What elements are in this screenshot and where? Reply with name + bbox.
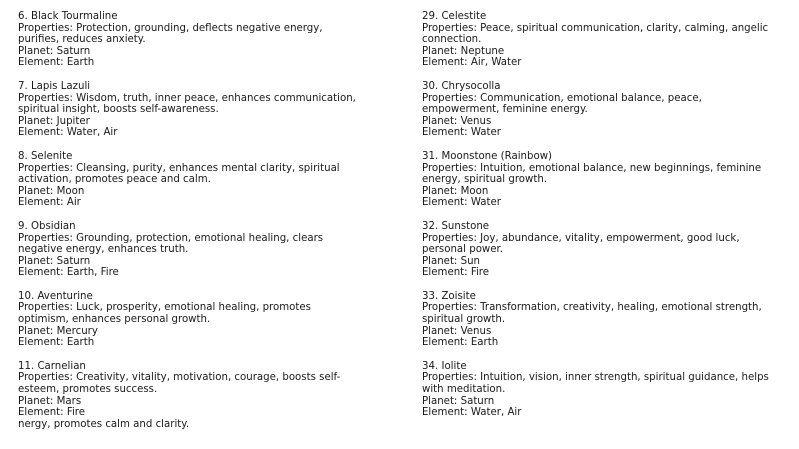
crystal-properties: Properties: Peace, spiritual communication, clarity, calming, angelic connection. [422,22,769,46]
crystal-properties: Properties: Communication, emotional balance, peace, empowerment, feminine energy. [422,92,702,116]
crystal-entry-zoisite [422,291,782,349]
crystal-entry-sunstone [422,221,782,279]
crystal-planet: Planet: Mars [18,395,82,407]
crystal-planet: Planet: Venus [422,115,492,127]
crystal-element: Element: Water, Air [422,407,522,419]
crystal-entry-selenite [18,151,363,209]
crystal-planet: Planet: Moon [422,185,489,197]
crystal-properties: Properties: Cleansing, purity, enhances mental clarity, spiritual activation, promotes peace and calm. [18,162,340,186]
crystal-planet: Planet: Jupiter [18,115,90,127]
trailing-text-fragment: nergy, promotes calm and clarity. [18,418,190,430]
crystal-properties: Properties: Creativity, vitality, motivation, courage, boosts self-esteem, promotes success. [18,372,341,396]
crystal-title: 6. Black Tourmaline [18,11,118,22]
crystal-entry-iolite [422,361,782,419]
crystal-entry-black-tourmaline [18,11,363,69]
crystal-element: Element: Earth, Fire [18,267,119,279]
crystal-entry-celestite [422,11,782,69]
crystal-element: Element: Earth [18,337,95,349]
crystal-title: 31. Moonstone (Rainbow) [422,150,553,162]
crystal-entry-aventurine [18,291,363,349]
crystal-element: Element: Water, Air [18,127,118,139]
crystal-title: 11. Carnelian [18,360,86,372]
crystal-planet: Planet: Mercury [18,325,98,337]
crystal-title: 29. Celestite [422,11,487,22]
crystal-planet: Planet: Moon [18,185,85,197]
crystal-element: Element: Air [18,197,81,209]
crystal-properties: Properties: Joy, abundance, vitality, empowerment, good luck, personal power. [422,232,740,256]
crystal-planet: Planet: Saturn [422,395,495,407]
crystal-planet: Planet: Saturn [18,45,91,57]
crystal-element: Element: Fire [422,267,490,279]
crystal-element: Element: Fire [18,407,86,419]
crystal-title: 34. Iolite [422,360,467,372]
crystal-properties: Properties: Intuition, vision, inner strength, spiritual guidance, helps with meditation. [422,372,769,396]
crystal-title: 30. Chrysocolla [422,80,501,92]
crystal-entry-chrysocolla [422,81,782,139]
crystal-title: 8. Selenite [18,150,73,162]
right-column [422,11,782,431]
crystal-entry-obsidian [18,221,363,279]
crystal-title: 10. Aventurine [18,290,93,302]
crystal-element: Element: Air, Water [422,57,522,69]
crystal-planet: Planet: Saturn [18,255,91,267]
crystal-entry-lapis-lazuli [18,81,363,139]
crystal-entry-moonstone-rainbow [422,151,782,209]
crystal-planet: Planet: Neptune [422,45,505,57]
crystal-planet: Planet: Venus [422,325,492,337]
crystal-properties: Properties: Transformation, creativity, healing, emotional strength, spiritual growth. [422,302,762,326]
crystal-title: 33. Zoisite [422,290,476,302]
crystal-entry-carnelian [18,361,363,419]
crystal-properties: Properties: Luck, prosperity, emotional healing, promotes optimism, enhances personal growth. [18,302,311,326]
crystal-properties: Properties: Protection, grounding, deflects negative energy, purifies, reduces anxiety. [18,22,323,46]
crystal-element: Element: Earth [18,57,95,69]
crystal-title: 9. Obsidian [18,220,76,232]
crystal-properties: Properties: Intuition, emotional balance, new beginnings, feminine energy, spiritual growth. [422,162,762,186]
crystal-title: 7. Lapis Lazuli [18,80,91,92]
crystal-properties: Properties: Wisdom, truth, inner peace, enhances communication, spiritual insight, boosts self-awareness. [18,92,356,116]
crystal-title: 32. Sunstone [422,220,490,232]
crystal-properties: Properties: Grounding, protection, emotional healing, clears negative energy, enhances truth. [18,232,324,256]
left-column [18,11,363,430]
crystal-planet: Planet: Sun [422,255,480,267]
crystal-element: Element: Water [422,127,501,139]
crystal-element: Element: Earth [422,337,499,349]
crystal-element: Element: Water [422,197,501,209]
